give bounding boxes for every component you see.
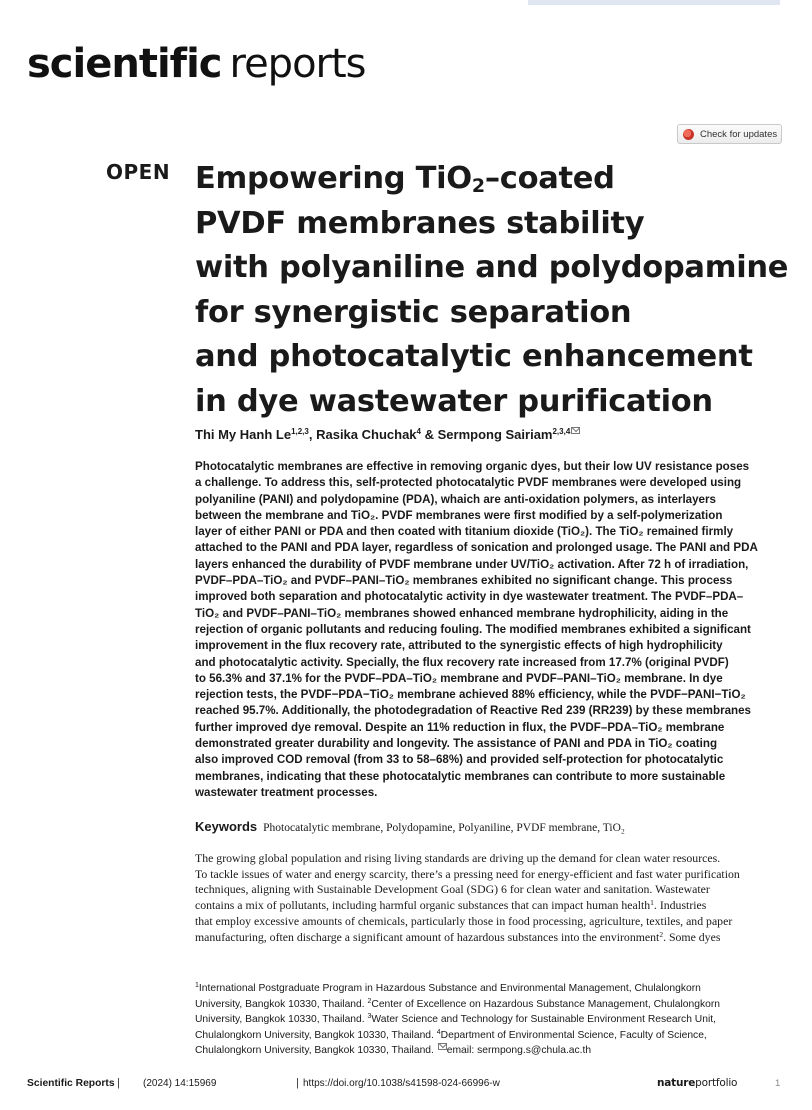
abstract-line: Photocatalytic membranes are effective in removing organic dyes, but their low UV resistance poses [195, 460, 750, 473]
check-for-updates-button[interactable] [677, 124, 782, 144]
body-line: contains a mix of pollutants, including harmful organic substances that can impact human health$^1$. Industries [195, 898, 707, 913]
affiliation-line: University, Bangkok 10330, Thailand. $^2$Center of Excellence on Hazardous Substance Management, Chulalongkorn [195, 997, 720, 1010]
abstract-line: improvement in the flux recovery rate, attributed to the synergistic effects of high hydrophilicity [195, 639, 723, 653]
abstract-line: layer of either PANI or PDA and then coated with titanium dioxide (TiO₂). The TiO₂ remained firmly [195, 525, 734, 539]
abstract-line: improved both separation and photocatalytic activity in dye wastewater treatment. The PVDF–PDA– [195, 590, 744, 604]
affiliation-line: Chulalongkorn University, Bangkok 10330, Thailand. email: sermpong.s@chula.ac.th [195, 1045, 592, 1057]
author-affiliation: 2,3,4 [552, 427, 571, 436]
corresponding-email[interactable]: email: sermpong.s@chula.ac.th [446, 1045, 592, 1057]
abstract-line: a challenge. To address this, self-protected photocatalytic PVDF membranes were developed using [195, 476, 742, 490]
body-line: The growing global population and rising living standards are driving up the demand for clean water resources. [195, 851, 721, 865]
body-line: manufacturing, often discharge a significant amount of hazardous substances into the environment$^2$. Some dyes [195, 929, 721, 944]
title-line-4: for synergistic separation [195, 294, 632, 330]
abstract-line: attached to the PANI and PDA layer, regardless of sonication and prolonged usage. The PANI and PDA [195, 541, 758, 555]
abstract-line: between the membrane and TiO₂. PVDF membranes were first modified by a self-polymerization [195, 508, 723, 522]
abstract-line: further improved dye removal. Despite an 11% reduction in flux, the PVDF–PDA–TiO₂ membrane [195, 720, 725, 734]
footer-journal-name: Scientific Reports [27, 1078, 115, 1089]
abstract [195, 459, 785, 801]
page-footer [0, 1077, 812, 1095]
abstract-line: membranes, indicating that these photocatalytic membranes can contribute to more sustainable [195, 769, 726, 783]
abstract-line: wastewater treatment processes. [195, 785, 378, 799]
author-affiliation: 1,2,3 [291, 427, 309, 436]
body-line: techniques, aligning with Sustainable Development Goal (SDG) 6 for clean water and sanitation. Wastewater [195, 882, 710, 897]
title-line-1: Empowering TiO$_2$–coated [195, 161, 615, 197]
abstract-line: demonstrated greater durability and longevity. The assistance of PANI and PDA in TiO₂ coating [195, 737, 718, 751]
reference-link[interactable]: 2 [659, 929, 664, 939]
journal-name-light: reports [229, 41, 366, 87]
affiliation-line: $^1$International Postgraduate Program in Hazardous Substance and Environmental Management, Chulalongkorn [195, 982, 701, 994]
affiliation-line: Chulalongkorn University, Bangkok 10330, Thailand. $^4$Department of Environmental Science, Faculty of Science, [195, 1028, 707, 1041]
footer-separator: | [296, 1077, 299, 1089]
title-line-5: and photocatalytic enhancement [195, 339, 753, 374]
reference-link[interactable]: 1 [650, 898, 654, 908]
journal-logo [27, 42, 366, 86]
abstract-line: layers enhanced the durability of PVDF membrane under UV/TiO₂ activation. After 72 h of irradiation, [195, 557, 749, 571]
affiliations [195, 981, 785, 1059]
abstract-line: rejection tests, the PVDF−PDA−TiO₂ membrane achieved 88% efficiency, while the PVDF−PANI−TiO₂ [195, 688, 746, 702]
footer-separator: | [117, 1077, 120, 1089]
title-line-2: PVDF membranes stability [195, 205, 645, 241]
introduction-paragraph [195, 851, 785, 945]
abstract-line: polyaniline (PANI) and polydopamine (PDA), whaich are anti-oxidation polymers, as interlayers [195, 492, 716, 506]
keywords [195, 818, 785, 836]
open-access-label: OPEN [106, 160, 171, 184]
author-name[interactable]: Thi My Hanh Le [195, 427, 292, 442]
abstract-line: PVDF–PDA–TiO₂ and PVDF–PANI–TiO₂ membranes exhibited no significant change. This process [195, 574, 733, 588]
affiliation-line: University, Bangkok 10330, Thailand. $^3$Water Science and Technology for Sustainable Environment Research Unit, [195, 1013, 716, 1026]
author-name[interactable]: Rasika Chuchak [316, 427, 417, 442]
title-line-6: in dye wastewater purification [195, 383, 713, 419]
footer-citation: (2024) 14:15969 [143, 1078, 217, 1089]
abstract-line: TiO₂ and PVDF–PANI–TiO₂ membranes showed enhanced membrane hydrophilicity, aiding in the [195, 606, 729, 620]
author-name[interactable]: Sermpong Sairiam [437, 427, 553, 442]
envelope-icon[interactable] [571, 427, 580, 434]
page-number: 1 [775, 1078, 781, 1089]
author-affiliation: 4 [416, 427, 421, 436]
abstract-line: and photocatalytic activity. Specially, the flux recovery rate increased from 17.7% (original PVDF) [195, 655, 729, 669]
crossmark-icon [683, 129, 694, 140]
title-line-3: with polyaniline and polydopamine [195, 250, 789, 285]
abstract-line: rejection of organic pollutants and reducing fouling. The modified membranes exhibited a significant [195, 622, 751, 636]
author-list: Thi My Hanh Le$^{1,2,3}$, Rasika Chuchak$^4$ & Sermpong Sairiam$^{2,3,4}$ [195, 427, 580, 442]
journal-name-bold: scientific [27, 41, 222, 87]
top-tab-strip [528, 0, 780, 5]
publisher-logo: natureportfolio [657, 1077, 738, 1089]
envelope-icon [438, 1043, 447, 1050]
keywords-text: Photocatalytic membrane, Polydopamine, Polyaniline, PVDF membrane, TiO₂ [263, 822, 625, 834]
abstract-line: also improved COD removal (from 33 to 58–68%) and provided self-protection for photocatalytic [195, 753, 724, 767]
keywords-label: Keywords [195, 819, 258, 834]
body-line: To tackle issues of water and energy scarcity, there’s a pressing need for energy-efficient and fast water purification [195, 866, 740, 881]
footer-doi-link[interactable]: https://doi.org/10.1038/s41598-024-66996-w [303, 1078, 500, 1089]
abstract-line: reached 95.7%. Additionally, the photodegradation of Reactive Red 239 (RR239) by these membranes [195, 704, 752, 718]
article-title [195, 157, 795, 424]
check-for-updates-label: Check for updates [700, 128, 778, 140]
body-line: that employ excessive amounts of chemicals, particularly those in food processing, agriculture, textiles, and paper [195, 913, 733, 928]
abstract-line: to 56.3% and 37.1% for the PVDF–PDA–TiO₂ membrane and PVDF–PANI–TiO₂ membrane. In dye [195, 671, 723, 685]
